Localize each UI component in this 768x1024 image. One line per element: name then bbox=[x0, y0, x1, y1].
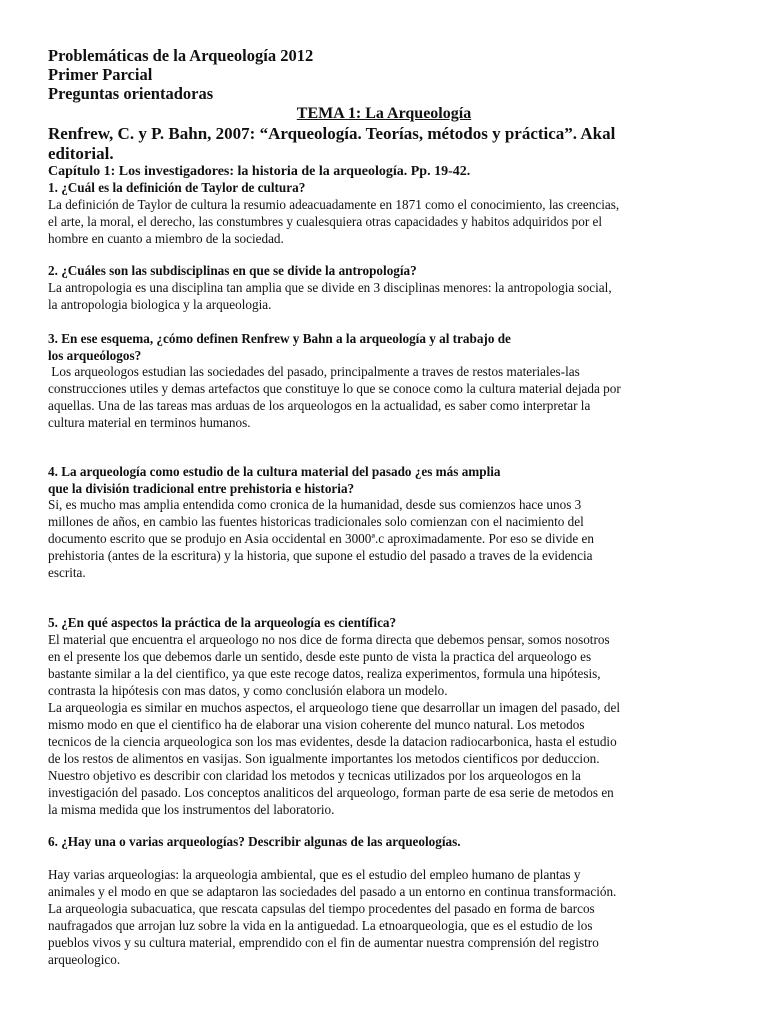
answer-line: Nuestro objetivo es describir con claridad los metodos y tecnicas utilizados por los arqueologos en la bbox=[48, 768, 581, 783]
question-text: 2. ¿Cuáles son las subdisciplinas en que se divide la antropología? bbox=[48, 263, 417, 278]
question-5 bbox=[48, 614, 738, 631]
answer-line: la antropologia biologica y la arqueologia. bbox=[48, 297, 272, 312]
answer-line: hombre en cuanto a miembro de la sociedad. bbox=[48, 231, 284, 246]
question-text: 6. ¿Hay una o varias arqueologías? Describir algunas de las arqueologías. bbox=[48, 834, 461, 849]
answer-line: escrita. bbox=[48, 565, 86, 580]
answer-line: La arqueologia subacuatica, que rescata capsulas del tiempo procedentes del pasado en forma de barcos bbox=[48, 901, 595, 916]
answer-line: millones de años, en cambio las fuentes historicas tradicionales solo comienzan con el nacimiento del bbox=[48, 514, 584, 529]
chapter-heading: Capítulo 1: Los investigadores: la historia de la arqueología. Pp. 19-42. bbox=[48, 164, 471, 179]
answer-6 bbox=[48, 866, 738, 968]
answer-line: La arqueologia es similar en muchos aspectos, el arqueologo tiene que desarrollar un imagen del pasado, del bbox=[48, 700, 620, 715]
question-text: los arqueólogos? bbox=[48, 348, 142, 363]
question-6 bbox=[48, 833, 738, 850]
answer-line: bastante similar a la del cientifico, ya que este recoge datos, realiza experimentos, formula una hipótesis, bbox=[48, 666, 601, 681]
question-text: 1. ¿Cuál es la definición de Taylor de cultura? bbox=[48, 180, 306, 195]
reference-line: Renfrew, C. y P. Bahn, 2007: “Arqueología. Teorías, métodos y práctica”. Akal bbox=[48, 124, 616, 143]
answer-line: arqueologico. bbox=[48, 952, 121, 967]
answer-2 bbox=[48, 279, 738, 313]
answer-1 bbox=[48, 196, 738, 247]
question-1 bbox=[48, 179, 738, 196]
topic-heading: TEMA 1: La Arqueología bbox=[296, 105, 472, 122]
answer-line: El material que encuentra el arqueologo no nos dice de forma directa que debemos pensar, somos nosotros bbox=[48, 632, 610, 647]
answer-3 bbox=[48, 363, 738, 431]
question-4 bbox=[48, 463, 738, 497]
question-3 bbox=[48, 330, 738, 364]
question-text: 3. En ese esquema, ¿cómo definen Renfrew y Bahn a la arqueología y al trabajo de bbox=[48, 331, 511, 346]
question-text: 4. La arqueología como estudio de la cultura material del pasado ¿es más amplia bbox=[48, 464, 501, 479]
answer-line: animales y el modo en que se adaptaron las sociedades del pasado a un entorno en continua transformación. bbox=[48, 884, 617, 899]
course-title: Problemáticas de la Arqueología 2012 bbox=[48, 46, 314, 65]
answer-line: contrasta la hipótesis con mas datos, y como conclusión elabora un modelo. bbox=[48, 683, 448, 698]
answer-line: la misma medida que los instrumentos del laboratorio. bbox=[48, 802, 335, 817]
answer-line: documento escrito que se produjo en Asia occidental en 3000ª.c aproximadamente. Por eso se divide en bbox=[48, 531, 594, 546]
answer-line: aquellas. Una de las tareas mas arduas de los arqueologos en la actualidad, es saber como interpretar la bbox=[48, 398, 591, 413]
question-text: que la división tradicional entre prehistoria e historia? bbox=[48, 481, 355, 496]
question-2 bbox=[48, 262, 738, 279]
answer-line: pueblos vivos y su cultura material, emprendido con el fin de aumentar nuestra comprensión del registro bbox=[48, 935, 599, 950]
answer-line: investigación del pasado. Los conceptos analiticos del arqueologo, forman parte de esa serie de metodos en bbox=[48, 785, 614, 800]
bibliographic-reference bbox=[48, 124, 738, 164]
answer-line: Hay varias arqueologias: la arqueologia ambiental, que es el estudio del empleo humano de plantas y bbox=[48, 867, 581, 882]
answer-line: Si, es mucho mas amplia entendida como cronica de la humanidad, desde sus comienzos hace unos 3 bbox=[48, 497, 582, 512]
question-text: 5. ¿En qué aspectos la práctica de la arqueología es científica? bbox=[48, 615, 397, 630]
answer-line: La antropologia es una disciplina tan amplia que se divide en 3 disciplinas menores: la antropologia social, bbox=[48, 280, 612, 295]
answer-line: La definición de Taylor de cultura la resumio adeacuadamente en 1871 como el conocimiento, las creencias, bbox=[48, 197, 620, 212]
answer-line: mismo modo en que el cientifico ha de elaborar una vision coherente del munco natural. Los metodos bbox=[48, 717, 585, 732]
answer-4 bbox=[48, 496, 738, 581]
answer-line: construcciones utiles y demas artefactos que constituye lo que se conoce como la cultura material dejada por bbox=[48, 381, 621, 396]
answer-line: prehistoria (antes de la escritura) y la historia, que supone el estudio del pasado a traves de la evidencia bbox=[48, 548, 593, 563]
reference-line: editorial. bbox=[48, 144, 114, 163]
exam-title: Primer Parcial bbox=[48, 65, 153, 84]
answer-line: en el presente los que debemos darle un sentido, desde este punto de vista la practica del arqueologo es bbox=[48, 649, 592, 664]
answer-5 bbox=[48, 631, 738, 818]
guide-title: Preguntas orientadoras bbox=[48, 84, 214, 103]
answer-line: de los restos de alimentos en vasijas. Son igualmente importantes los metodos cientificos por deduccion. bbox=[48, 751, 600, 766]
answer-line: Los arqueologos estudian las sociedades del pasado, principalmente a traves de restos materiales-las bbox=[48, 364, 580, 379]
answer-line: tecnicos de la ciencia arqueologica son los mas evidentes, desde la datacion radiocarbonica, hasta el estudio bbox=[48, 734, 617, 749]
answer-line: naufragados que arrojan luz sobre la vida en la antiguedad. La etnoarqueologia, que es el estudio de los bbox=[48, 918, 593, 933]
answer-line: el arte, la moral, el derecho, las constumbres y cualesquiera otras capacidades y habitos adquiridos por el bbox=[48, 214, 603, 229]
answer-line: cultura material en terminos humanos. bbox=[48, 415, 251, 430]
